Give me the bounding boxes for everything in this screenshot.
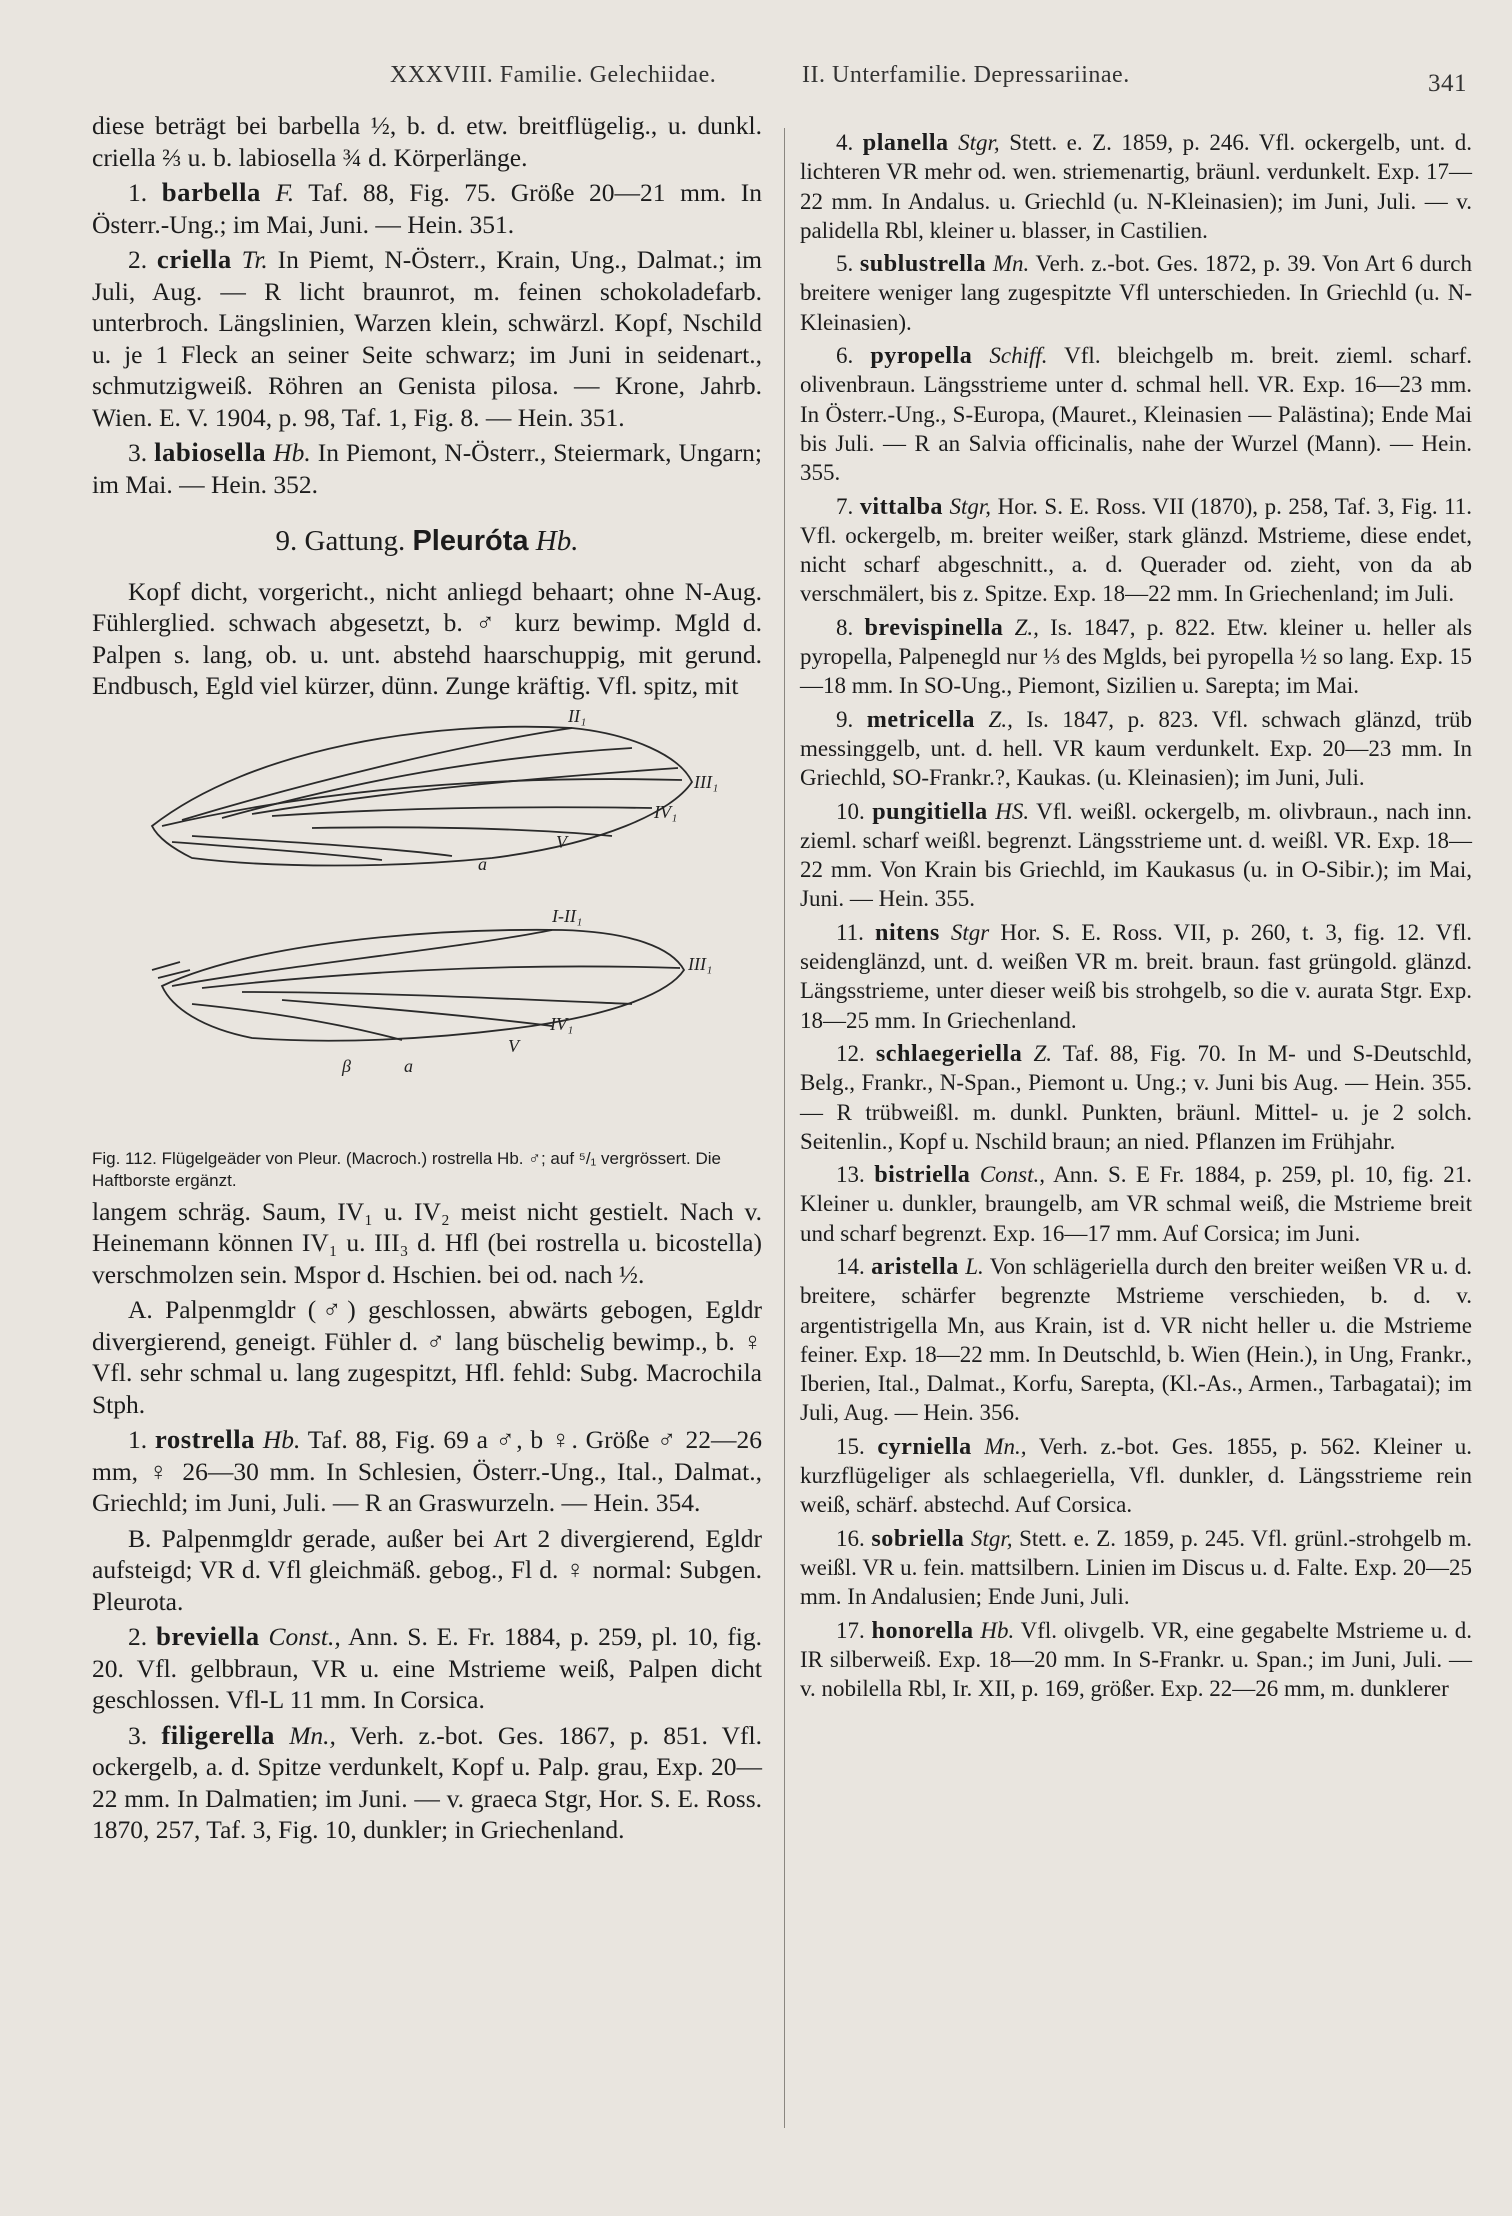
- species-text: Taf. 88, Fig. 75. Größe 20—21 mm. In Österr.-Ung.; im Mai, Juni. — Hein. 351.: [92, 178, 763, 239]
- species-name: schlaegeriella: [875, 1039, 1023, 1067]
- right-column: [800, 128, 1472, 1703]
- label-fw-a: a: [478, 853, 487, 874]
- species-text: In Piemont, N-Österr., Steiermark, Ungarn; im Mai. — Hein. 352.: [92, 438, 763, 499]
- forewing: [152, 726, 692, 865]
- species-author: F.: [275, 178, 295, 207]
- label-hw-beta: β: [342, 1055, 351, 1076]
- species-text: Stett. e. Z. 1859, p. 246. Vfl. ockergelb, unt. d. lichteren VR mehr od. wen. striemenartig, bräunl. verdunkelt. Exp. 17—22 mm. In Andalus. u. Griechld (u. N-Kleinasien); im Juni, Juli. — v. palidella Rbl, kleiner u. blasser, in Castilien.: [800, 130, 1473, 243]
- species-author: Mn.,: [984, 1433, 1027, 1459]
- header-family: XXXVIII. Familie. Gelechiidae.: [390, 62, 717, 88]
- header-subfamily: II. Unterfamilie. Depressariinae.: [802, 62, 1130, 88]
- intro-paragraph: diese beträgt bei barbella ½, b. d. etw. breitflügelig., u. dunkl. criella ⅔ u. b. labiosella ¾ d. Körperlänge.: [92, 111, 762, 172]
- species-text: In Piemt, N-Österr., Krain, Ung., Dalmat.; im Juli, Aug. — R licht braunrot, m. feinen schokoladefarb. unterbroch. Längslinien, Warzen klein, schwärzl. Kopf, Nschild u. je 1 Fleck an seiner Seite schwarz; im Juni in seidenart., schmutzigweiß. Röhren an Genista pilosa. — Krone, Jahrb. Wien. E. V. 1904, p. 98, Taf. 1, Fig. 8. — Hein. 351.: [92, 245, 763, 432]
- hindwing: [152, 929, 684, 1040]
- genus-name: Pleuróta: [412, 525, 529, 557]
- species-text: Ann. S. E. Fr. 1884, p. 259, pl. 10, fig. 20. Vfl. gelbbraun, VR u. eine Mstrieme weiß, Palpen dicht geschlossen. Vfl-L 11 mm. In Corsica.: [92, 1622, 763, 1714]
- figure-caption: Fig. 112. Flügelgeäder von Pleur. (Macroch.) rostrella Hb. ♂; auf ⁵/₁ vergrössert. Die Haftborste ergänzt.: [92, 1148, 721, 1190]
- species-text: Vfl. weißl. ockergelb, m. olivbraun., nach inn. zieml. scharf weißl. begrenzt. Längsstrieme unt. d. weißl. VR. Exp. 18—22 mm. Von Krain bis Griechld, im Kaukasus (u. in O-Sibir.); im Mai, Juni. — Hein. 355.: [800, 798, 1472, 912]
- species-entry-sobriella: 16. sobriella Stgr, Stett. e. Z. 1859, p. 245. Vfl. grünl.-strohgelb m. weißl. VR u. fein. mattsilbern. Linien im Discus u. d. Falte. Exp. 20—25 mm. In Andalusien; Ende Juni, Juli.: [800, 1524, 1473, 1610]
- species-author: Tr.: [241, 245, 268, 274]
- species-name: breviella: [155, 1621, 260, 1651]
- species-entry-labiosella: 3. labiosella Hb. In Piemont, N-Österr., Steiermark, Ungarn; im Mai. — Hein. 352.: [92, 437, 763, 499]
- species-author: Schiff.: [989, 343, 1048, 369]
- species-text: Verh. z.-bot. Ges. 1855, p. 562. Kleiner u. kurzflügeliger als schlaegeriella, Vfl. dunkler, d. Längsstrieme rein weiß, schärf. abstechd. Auf Corsica.: [800, 1433, 1473, 1518]
- page-number: 341: [1428, 70, 1467, 97]
- running-header: [0, 62, 1512, 102]
- species-name: cyrniella: [877, 1432, 972, 1460]
- species-entry-vittalba: 7. vittalba Stgr, Hor. S. E. Ross. VII (1870), p. 258, Taf. 3, Fig. 11. Vfl. ockergelb, m. breiter weißer, stark glänzd. Mstrieme, diese endet, nicht scharf abgeschnitt., a. d. Querader od. zieht, von da ab verschmälert, bis z. Spitze. Exp. 18—22 mm. In Griechenland; im Juli.: [800, 492, 1473, 607]
- species-author: Z.,: [1014, 614, 1039, 640]
- species-name: barbella: [161, 177, 261, 207]
- species-text: Is. 1847, p. 822. Etw. kleiner u. heller als pyropella, Palpenegld nur ⅓ des Mglds, bei pyropella ½ so lang. Exp. 15—18 mm. In SO-Ung., Piemont, Sizilien u. Sarepta; im Mai.: [800, 614, 1473, 699]
- species-name: labiosella: [154, 437, 267, 467]
- label-hw-IV1: IV₁: [550, 1013, 574, 1034]
- species-author: Z.,: [988, 706, 1013, 732]
- species-name: honorella: [871, 1616, 974, 1644]
- species-entry-nitens: 11. nitens Stgr Hor. S. E. Ross. VII, p. 260, t. 3, fig. 12. Vfl. seidenglänzd, unt. d. weißen VR m. breit. braun. fast grüngold. glänzd. Längsstrieme, unter dieser weiß bis strohgelb, so die v. aurata Stgr. Exp. 18—25 mm. In Griechenland.: [800, 918, 1472, 1033]
- species-entry-cyrniella: 15. cyrniella Mn., Verh. z.-bot. Ges. 1855, p. 562. Kleiner u. kurzflügeliger als schlaegeriella, Vfl. dunkler, d. Längsstrieme rein weiß, schärf. abstechd. Auf Corsica.: [800, 1432, 1473, 1518]
- left-column: [92, 110, 762, 1846]
- group-a-description: A. Palpenmgldr (♂) geschlossen, abwärts gebogen, Egldr divergierend, geneigt. Fühler d. ♂ lang büschelig bewimp., b. ♀ Vfl. sehr schmal u. lang zugespitzt, Hfl. fehld: Subg. Macrochila Stph.: [92, 1295, 762, 1419]
- species-entry-aristella: 14. aristella L. Von schlägeriella durch den breiter weißen VR u. d. breitere, schärfer begrenzte Mstrieme verschieden, b. d. v. argentistrigella Mn, aus Krain, ist d. VR nicht heller u. die Mstrieme feiner. Exp. 18—22 mm. In Deutschld, b. Wien (Hein.), in Ung, Frankr., Iberien, Ital., Dalmat., Korfu, Sarepta, (Kl.-As., Armen., Tarbagatai); im Juli, Aug. — Hein. 356.: [800, 1252, 1473, 1426]
- species-author: Stgr,: [970, 1525, 1013, 1551]
- species-author: Hb.: [980, 1617, 1015, 1643]
- species-name: planella: [862, 129, 949, 156]
- label-hw-III1: III₁: [688, 953, 713, 974]
- species-name: rostrella: [154, 1424, 256, 1454]
- species-author: Const.,: [979, 1162, 1045, 1188]
- species-entry-honorella: 17. honorella Hb. Vfl. olivgelb. VR, eine gegabelte Mstrieme u. d. IR silberweiß. Exp. 18—20 mm. In S-Frankr. u. Span.; im Juni, Juli. — v. nobilella Rbl, Ir. XII, p. 169, größer. Exp. 22—26 mm, m. dunklerer: [800, 1616, 1472, 1702]
- species-author: Z.: [1033, 1040, 1053, 1066]
- species-text: Verh. z.-bot. Ges. 1872, p. 39. Von Art 6 durch breitere weniger lang zugespitzte Vfl unterschieden. In Griechld (u. N-Kleinasien).: [800, 251, 1473, 335]
- species-text: Is. 1847, p. 823. Vfl. schwach glänzd, trüb messinggelb, unt. d. hell. VR kaum verdunkelt. Exp. 20—23 mm. In Griechld, SO-Frankr.?, Kaukas. (u. Kleinasien); im Juni, Juli.: [800, 706, 1473, 791]
- species-author: L.: [965, 1253, 984, 1279]
- genus-prefix: 9. Gattung.: [275, 525, 406, 557]
- label-fw-V: V: [556, 831, 567, 852]
- species-author: Hb.: [273, 438, 311, 467]
- species-author: Hb.: [262, 1425, 301, 1454]
- species-author: Mn.,: [289, 1720, 336, 1750]
- species-author: Stgr,: [958, 130, 1000, 155]
- genus-author: Hb.: [535, 525, 579, 557]
- species-name: sublustrella: [859, 250, 987, 278]
- label-hw-I-II1: I-II₁: [552, 905, 583, 926]
- species-text: Von schlägeriella durch den breiter weißen VR u. d. breitere, schärfer begrenzte Mstrieme verschieden, b. d. v. argentistrigella Mn, aus Krain, ist d. VR nicht heller u. die Mstrieme feiner. Exp. 18—22 mm. In Deutschld, b. Wien (Hein.), in Ung, Frankr., Iberien, Ital., Dalmat., Korfu, Sarepta, (Kl.-As., Armen., Tarbagatai); im Juli, Aug. — Hein. 356.: [800, 1253, 1473, 1426]
- species-name: vittalba: [859, 492, 943, 520]
- species-name: aristella: [871, 1252, 959, 1280]
- venation-drawing: [132, 708, 732, 1108]
- label-fw-III1: III₁: [694, 771, 719, 792]
- group-b-description: B. Palpenmgldr gerade, außer bei Art 2 divergierend, Egldr aufsteigd; VR d. Vfl gleichmäß. gebog., Fl d. ♀ normal: Subgen. Pleurota.: [92, 1523, 762, 1616]
- species-name: criella: [156, 244, 232, 274]
- species-text: Hor. S. E. Ross. VII, p. 260, t. 3, fig. 12. Vfl. seidenglänzd, unt. d. weißen VR m. breit. braun. fast grüngold. glänzd. Längsstrieme, unter dieser weiß bis strohgelb, so die v. aurata Stgr. Exp. 18—25 mm. In Griechenland.: [800, 919, 1472, 1033]
- species-entry-pyropella: 6. pyropella Schiff. Vfl. bleichgelb m. breit. zieml. scharf. olivenbraun. Längsstrieme unter d. schmal hell. VR. Exp. 16—23 mm. In Österr.-Ung., S-Europa, (Mauret., Kleinasien — Palästina); Ende Mai bis Juli. — R an Salvia officinalis, nahe der Wurzel (Mann). — Hein. 355.: [800, 342, 1472, 486]
- species-text: Verh. z.-bot. Ges. 1867, p. 851. Vfl. ockergelb, a. d. Spitze verdunkelt, Kopf u. Palp. grau, Exp. 20—22 mm. In Dalmatien; im Juni. — v. graeca Stgr, Hor. S. E. Ross. 1870, 257, Taf. 3, Fig. 10, dunkler; in Griechenland.: [92, 1720, 763, 1844]
- species-name: nitens: [875, 918, 940, 946]
- species-entry-bistriella: 13. bistriella Const., Ann. S. E Fr. 1884, p. 259, pl. 10, fig. 21. Kleiner u. dunkler, braungelb, am VR schmal weiß, die Mstrieme breit und scharf begrenzt. Exp. 16—17 mm. Auf Corsica; im Juni.: [800, 1161, 1473, 1246]
- species-text: Stett. e. Z. 1859, p. 245. Vfl. grünl.-strohgelb m. weißl. VR u. fein. mattsilbern. Linien im Discus u. d. Falte. Exp. 20—25 mm. In Andalusien; Ende Juni, Juli.: [800, 1525, 1473, 1610]
- species-entry-planella: 4. planella Stgr, Stett. e. Z. 1859, p. 246. Vfl. ockergelb, unt. d. lichteren VR mehr od. wen. striemenartig, bräunl. verdunkelt. Exp. 17—22 mm. In Andalus. u. Griechld (u. N-Kleinasien); im Juni, Juli. — v. palidella Rbl, kleiner u. blasser, in Castilien.: [800, 129, 1473, 243]
- species-entry-criella: 2. criella Tr. In Piemt, N-Österr., Krain, Ung., Dalmat.; im Juli, Aug. — R licht braunrot, m. feinen schokoladefarb. unterbroch. Längslinien, Warzen klein, schwärzl. Kopf, Nschild u. je 1 Fleck an seiner Seite schwarz; im Juni in seidenart., schmutzigweiß. Röhren an Genista pilosa. — Krone, Jahrb. Wien. E. V. 1904, p. 98, Taf. 1, Fig. 8. — Hein. 351.: [92, 244, 763, 432]
- column-divider: [784, 128, 785, 2128]
- species-name: sobriella: [871, 1524, 965, 1552]
- species-text: Hor. S. E. Ross. VII (1870), p. 258, Taf. 3, Fig. 11. Vfl. ockergelb, m. breiter weißer, stark glänzd. Mstrieme, diese endet, nicht scharf abgeschnitt., a. d. Querader od. zieht, von da ab verschmälert, bis z. Spitze. Exp. 18—22 mm. In Griechenland; im Juli.: [800, 493, 1473, 607]
- species-entry-sublustrella: 5. sublustrella Mn. Verh. z.-bot. Ges. 1872, p. 39. Von Art 6 durch breitere weniger lang zugespitzte Vfl unterschieden. In Griechld (u. N-Kleinasien).: [800, 250, 1473, 335]
- species-entry-metricella: 9. metricella Z., Is. 1847, p. 823. Vfl. schwach glänzd, trüb messinggelb, unt. d. hell. VR kaum verdunkelt. Exp. 20—23 mm. In Griechld, SO-Frankr.?, Kaukas. (u. Kleinasien); im Juni, Juli.: [800, 705, 1473, 791]
- genus-heading: [92, 526, 762, 558]
- wing-venation-figure: [92, 708, 762, 1148]
- species-author: Stgr: [950, 919, 990, 945]
- species-entry-breviella: 2. breviella Const., Ann. S. E. Fr. 1884, p. 259, pl. 10, fig. 20. Vfl. gelbbraun, VR u. eine Mstrieme weiß, Palpen dicht geschlossen. Vfl-L 11 mm. In Corsica.: [92, 1621, 763, 1714]
- species-text: Ann. S. E Fr. 1884, p. 259, pl. 10, fig. 21. Kleiner u. dunkler, braungelb, am VR schmal weiß, die Mstrieme breit und scharf begrenzt. Exp. 16—17 mm. Auf Corsica; im Juni.: [800, 1162, 1473, 1246]
- species-name: brevispinella: [864, 613, 1004, 641]
- species-text: Vfl. bleichgelb m. breit. zieml. scharf. olivenbraun. Längsstrieme unter d. schmal hell. VR. Exp. 16—23 mm. In Österr.-Ung., S-Europa, (Mauret., Kleinasien — Palästina); Ende Mai bis Juli. — R an Salvia officinalis, nahe der Wurzel (Mann). — Hein. 355.: [800, 343, 1472, 486]
- species-name: pyropella: [870, 342, 973, 370]
- species-entry-barbella: 1. barbella F. Taf. 88, Fig. 75. Größe 20—21 mm. In Österr.-Ung.; im Mai, Juni. — Hein. 351.: [92, 177, 763, 239]
- species-name: filigerella: [161, 1719, 275, 1750]
- species-author: Stgr,: [949, 493, 992, 519]
- label-hw-a: a: [404, 1055, 413, 1076]
- species-entry-schlaegeriella: 12. schlaegeriella Z. Taf. 88, Fig. 70. In M- und S-Deutschld, Belg., Frankr., N-Span., Piemont u. Ung.; v. Juni bis Aug. — Hein. 355. — R trübweißl. m. dunkl. Punkten, bräunl. Mittel- u. je 2 solch. Seitenlin., Kopf u. Nschild braun; an nied. Pflanzen im Frühjahr.: [800, 1039, 1473, 1154]
- species-author: HS.: [995, 798, 1030, 824]
- species-name: metricella: [866, 705, 975, 733]
- species-author: Mn.: [992, 251, 1030, 277]
- species-text: Taf. 88, Fig. 69 a ♂, b ♀. Größe ♂ 22—26 mm, ♀ 26—30 mm. In Schlesien, Österr.-Ung., Ital., Dalmat., Griechld; im Juni, Juli. — R an Graswurzeln. — Hein. 354.: [92, 1425, 763, 1517]
- species-entry-pungitiella: 10. pungitiella HS. Vfl. weißl. ockergelb, m. olivbraun., nach inn. zieml. scharf weißl. begrenzt. Längsstrieme unt. d. weißl. VR. Exp. 18—22 mm. Von Krain bis Griechld, im Kaukasus (u. in O-Sibir.); im Mai, Juni. — Hein. 355.: [800, 797, 1472, 912]
- species-author: Const.,: [268, 1622, 341, 1651]
- species-name: bistriella: [874, 1161, 971, 1189]
- genus-description: Kopf dicht, vorgericht., nicht anliegd behaart; ohne N-Aug. Fühlerglied. schwach abgesetzt, b. ♂ kurz bewimp. Mgld d. Palpen s. lang, ob. u. unt. abstehd haarschuppig, mit gerund. Endbusch, Egld viel kürzer, dünn. Zunge kräftig. Vfl. spitz, mit: [92, 576, 762, 700]
- label-fw-IV1: IV₁: [654, 801, 678, 822]
- label-hw-V: V: [508, 1035, 519, 1056]
- species-entry-filigerella: 3. filigerella Mn., Verh. z.-bot. Ges. 1867, p. 851. Vfl. ockergelb, a. d. Spitze verdunkelt, Kopf u. Palp. grau, Exp. 20—22 mm. In Dalmatien; im Juni. — v. graeca Stgr, Hor. S. E. Ross. 1870, 257, Taf. 3, Fig. 10, dunkler; in Griechenland.: [92, 1719, 763, 1844]
- species-name: pungitiella: [872, 797, 988, 825]
- venation-text: langem schräg. Saum, IV₁ u. IV₂ meist nicht gestielt. Nach v. Heinemann können IV₁ u. III₃ d. Hfl (bei rostrella u. bicostella) verschmolzen sein. Mspor d. Hschien. bei od. nach ½.: [92, 1196, 762, 1289]
- species-text: Vfl. olivgelb. VR, eine gegabelte Mstrieme u. d. IR silberweiß. Exp. 18—20 mm. In S-Frankr. u. Span.; im Juni, Juli. — v. nobilella Rbl, Ir. XII, p. 169, größer. Exp. 22—26 mm, m. dunklerer: [800, 1617, 1472, 1702]
- species-text: Taf. 88, Fig. 70. In M- und S-Deutschld, Belg., Frankr., N-Span., Piemont u. Ung.; v. Juni bis Aug. — Hein. 355. — R trübweißl. m. dunkl. Punkten, bräunl. Mittel- u. je 2 solch. Seitenlin., Kopf u. Nschild braun; an nied. Pflanzen im Frühjahr.: [800, 1040, 1473, 1154]
- species-entry-brevispinella: 8. brevispinella Z., Is. 1847, p. 822. Etw. kleiner u. heller als pyropella, Palpenegld nur ⅓ des Mglds, bei pyropella ½ so lang. Exp. 15—18 mm. In SO-Ung., Piemont, Sizilien u. Sarepta; im Mai.: [800, 613, 1473, 699]
- label-fw-II1: II₁: [568, 707, 587, 726]
- species-entry-rostrella: 1. rostrella Hb. Taf. 88, Fig. 69 a ♂, b ♀. Größe ♂ 22—26 mm, ♀ 26—30 mm. In Schlesien, Österr.-Ung., Ital., Dalmat., Griechld; im Juni, Juli. — R an Graswurzeln. — Hein. 354.: [92, 1424, 763, 1517]
